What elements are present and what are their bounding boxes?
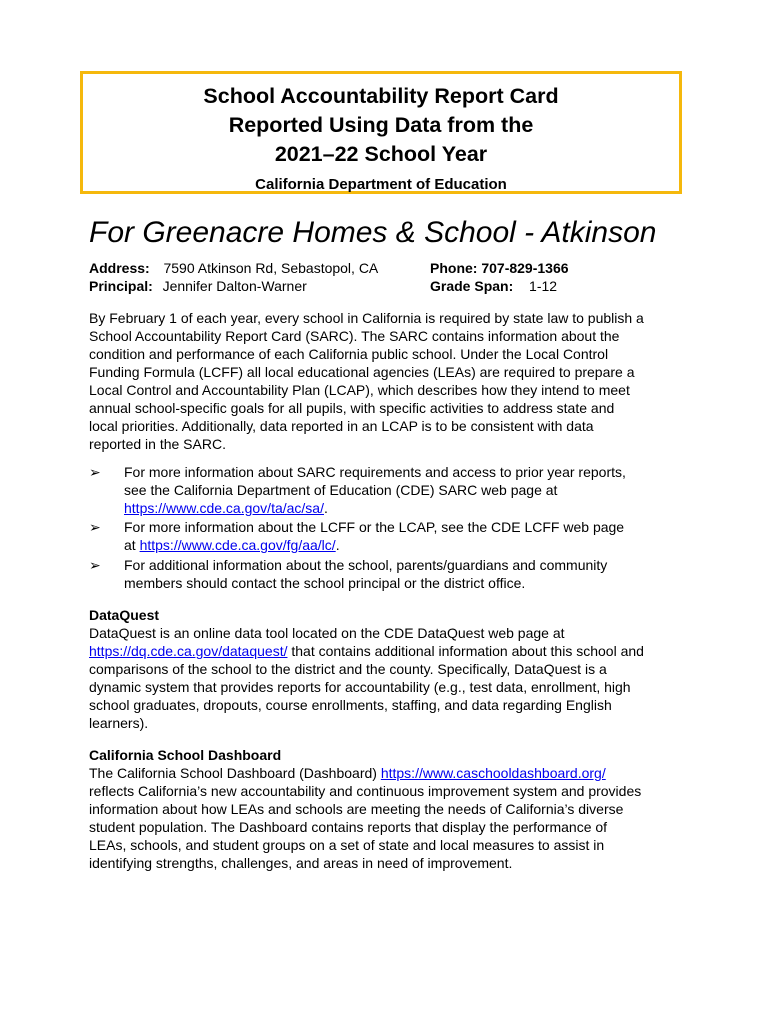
phone-label: Phone:: [430, 260, 478, 276]
bullet-item-contact: [89, 556, 699, 592]
grade-span-value: 1-12: [529, 278, 558, 294]
principal-row: [89, 277, 307, 295]
address-value: 7590 Atkinson Rd, Sebastopol, CA: [163, 260, 379, 276]
intro-line: annual school-specific goals for all pupils, with specific activities to address state and: [89, 400, 615, 416]
grade-span-row: [430, 277, 557, 295]
phone-row: [430, 259, 569, 277]
dataquest-line: [89, 642, 699, 660]
dashboard-heading: California School Dashboard: [89, 747, 282, 763]
bullet-item-sarc: [89, 463, 699, 517]
dataquest-text: that contains additional information about this school and: [287, 643, 644, 659]
intro-line: School Accountability Report Card (SARC). The SARC contains information about the: [89, 328, 620, 344]
intro-line: Funding Formula (LCFF) all local educational agencies (LEAs) are required to prepare a: [89, 364, 635, 380]
dataquest-line: learners).: [89, 715, 149, 731]
dashboard-text: The California School Dashboard (Dashboard): [89, 765, 381, 781]
report-title-line: Reported Using Data from the: [228, 113, 534, 137]
intro-line: By February 1 of each year, every school in California is required by state law to publish a: [89, 310, 644, 326]
intro-line: condition and performance of each California public school. Under the Local Control: [89, 346, 609, 362]
arrow-bullet-icon: ➢: [89, 464, 101, 480]
report-header-box: [80, 71, 682, 194]
principal-label: Principal:: [89, 278, 153, 294]
dataquest-section: [89, 606, 699, 732]
sarc-web-page-link[interactable]: https://www.cde.ca.gov/ta/ac/sa/: [124, 500, 324, 516]
bullet-line: see the California Department of Education (CDE) SARC web page at: [124, 482, 558, 498]
bullet-line: For additional information about the school, parents/guardians and community: [124, 557, 608, 573]
phone-value: 707-829-1366: [481, 260, 569, 276]
intro-line: reported in the SARC.: [89, 436, 226, 452]
bullet-line: [124, 536, 699, 554]
punctuation: .: [335, 537, 340, 553]
arrow-bullet-icon: ➢: [89, 519, 101, 535]
dashboard-line: identifying strengths, challenges, and areas in need of improvement.: [89, 855, 513, 871]
bullet-line: For more information about the LCFF or the LCAP, see the CDE LCFF web page: [124, 519, 625, 535]
punctuation: .: [324, 500, 328, 516]
bullet-line: For more information about SARC requirements and access to prior year reports,: [124, 464, 626, 480]
dashboard-line: LEAs, schools, and student groups on a set of state and local measures to assist in: [89, 837, 605, 853]
dashboard-section: [89, 746, 699, 872]
dashboard-line: information about how LEAs and schools are meeting the needs of California’s diverse: [89, 801, 624, 817]
dataquest-line: comparisons of the school to the district and the county. Specifically, DataQuest is a: [89, 661, 607, 677]
grade-span-label: Grade Span:: [430, 278, 514, 294]
school-name: For Greenacre Homes & School - Atkinson: [89, 216, 657, 249]
dataquest-line: school graduates, dropouts, course enrollments, staffing, and data regarding English: [89, 697, 612, 713]
dataquest-heading: DataQuest: [89, 607, 160, 623]
dataquest-line: dynamic system that provides reports for accountability (e.g., test data, enrollment, high: [89, 679, 631, 695]
dataquest-line: DataQuest is an online data tool located on the CDE DataQuest web page at: [89, 625, 565, 641]
info-bullet-list: [89, 463, 699, 592]
address-row: [89, 259, 378, 277]
principal-value: Jennifer Dalton-Warner: [162, 278, 307, 294]
intro-paragraph: [89, 309, 699, 453]
report-subtitle: California Department of Education: [255, 176, 507, 193]
intro-line: local priorities. Additionally, data reported in an LCAP is to be consistent with data: [89, 418, 594, 434]
report-title-line: School Accountability Report Card: [203, 84, 559, 108]
dataquest-link[interactable]: https://dq.cde.ca.gov/dataquest/: [89, 643, 288, 659]
address-label: Address:: [89, 260, 150, 276]
intro-line: Local Control and Accountability Plan (LCAP), which describes how they intend to meet: [89, 382, 630, 398]
arrow-bullet-icon: ➢: [89, 557, 101, 573]
bullet-text: at: [124, 537, 140, 553]
bullet-line: members should contact the school principal or the district office.: [124, 575, 526, 591]
lcff-web-page-link[interactable]: https://www.cde.ca.gov/fg/aa/lc/: [139, 537, 336, 553]
dashboard-line: reflects California’s new accountability and continuous improvement system and provides: [89, 783, 642, 799]
report-title-line: 2021–22 School Year: [274, 142, 488, 166]
report-title: [83, 82, 679, 169]
caschooldashboard-link[interactable]: https://www.caschooldashboard.org/: [380, 765, 606, 781]
dashboard-line: [89, 764, 699, 782]
bullet-item-lcff: [89, 518, 699, 556]
bullet-line: [124, 499, 699, 517]
dashboard-line: student population. The Dashboard contains reports that display the performance of: [89, 819, 608, 835]
